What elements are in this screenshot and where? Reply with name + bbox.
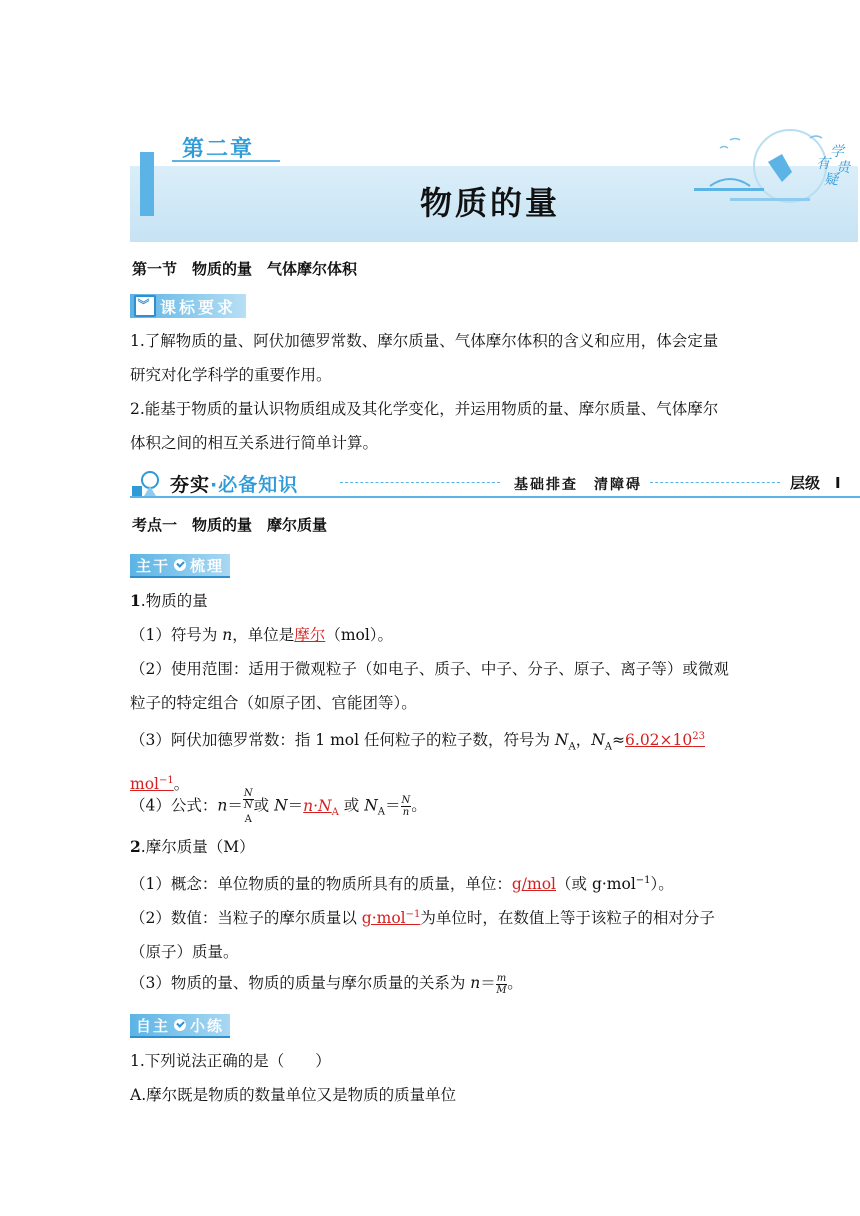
knowledge-bar-underline xyxy=(130,496,860,498)
s1-line-4: （4）公式：n＝ N N $_A$ 或 $N=n\cdot N_A$ 或 $N_A=$ $\frac{N}{n}$ 。 xyxy=(130,788,427,825)
fraction: $\frac{N}{n}$ xyxy=(401,795,411,818)
fraction: $\frac{m}{M}$ xyxy=(496,972,507,996)
dashed-divider xyxy=(650,482,780,483)
chapter-label: 第二章 xyxy=(182,137,255,162)
s2-line-1: （1）概念：单位物质的量的物质所具有的质量，单位：g/mol（或 g·mol$^{-1}$）。 xyxy=(130,875,674,894)
review-tag: 主干 梳理 xyxy=(130,554,230,578)
check-circle-icon xyxy=(174,1019,186,1031)
dashed-divider xyxy=(340,482,500,483)
s1-line-1: （1）符号为 n，单位是摩尔（mol）。 xyxy=(130,626,394,644)
s1-line-2: （2）使用范围：适用于微观粒子（如电子、质子、中子、分子、原子、离子等）或微观粒子的特定组合（如原子团、官能团等）。 xyxy=(130,660,729,712)
section-title: 第一节 物质的量 气体摩尔体积 xyxy=(132,260,358,278)
curriculum-tag-label: 课标要求 xyxy=(160,297,237,317)
svg-text:疑: 疑 xyxy=(824,172,838,188)
level-label: 层级 I xyxy=(790,474,841,492)
double-chevron-down-icon: ︾ xyxy=(134,295,156,317)
svg-text:有: 有 xyxy=(816,156,830,172)
svg-text:贵: 贵 xyxy=(836,160,850,176)
reading-figure-illustration xyxy=(690,126,860,242)
svg-text:学: 学 xyxy=(830,144,844,160)
banner-accent-bar xyxy=(140,152,154,216)
s1-line-3: （3）阿伏加德罗常数：指 1 mol 任何粒子的粒子数，符号为 $N_A$，$N_A\approx 6.02\times 10^{23}$ mol$^{-1}$。 xyxy=(130,731,705,794)
question-1-option-a: A.摩尔既是物质的数量单位又是物质的质量单位 xyxy=(130,1086,457,1104)
fraction: N N $_A$ xyxy=(243,788,253,825)
knowledge-bar-label: 夯实·必备知识 xyxy=(170,474,299,496)
curriculum-tag xyxy=(130,294,246,318)
knowledge-bar xyxy=(130,468,860,498)
chapter-title: 物质的量 xyxy=(420,184,561,222)
compass-icon xyxy=(130,468,166,498)
question-1-stem: 1.下列说法正确的是（ ） xyxy=(130,1052,331,1070)
chapter-banner xyxy=(130,126,860,244)
practice-tag: 自主 小练 xyxy=(130,1014,230,1038)
s2-line-2: （2）数值：当粒子的摩尔质量以 g·mol$^{-1}$为单位时，在数值上等于该粒子的相对分子（原子）质量。 xyxy=(130,909,715,962)
topic-title: 考点一 物质的量 摩尔质量 xyxy=(132,516,328,534)
curriculum-item-1: 1.了解物质的量、阿伏加德罗常数、摩尔质量、气体摩尔体积的含义和应用，体会定量研究对化学科学的重要作用。 xyxy=(130,332,719,384)
knowledge-bar-subtitle: 基础排查 清障碍 xyxy=(514,477,642,493)
s2-heading: 2.摩尔质量（M） xyxy=(130,837,255,856)
check-circle-icon xyxy=(174,559,186,571)
curriculum-item-2: 2.能基于物质的量认识物质组成及其化学变化，并运用物质的量、摩尔质量、气体摩尔体积之间的相互关系进行简单计算。 xyxy=(130,400,719,452)
s1-heading: 1.物质的量 xyxy=(130,591,208,610)
s2-line-3: （3）物质的量、物质的质量与摩尔质量的关系为 n＝ $\frac{m}{M}$ 。 xyxy=(130,972,523,996)
